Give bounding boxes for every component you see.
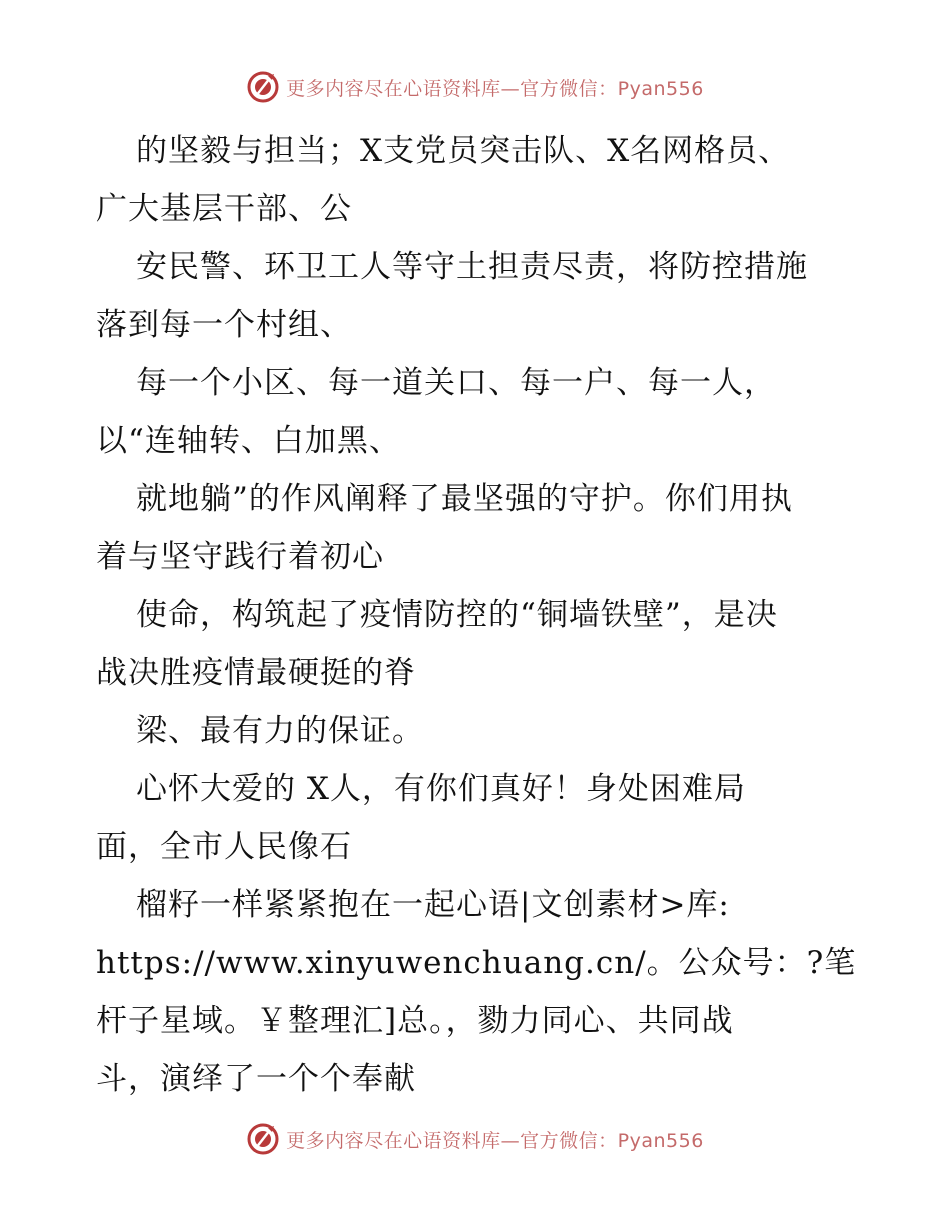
text-line: 心怀大爱的 X人，有你们真好！身处困难局: [136, 771, 746, 807]
footer-wechat-id: Pyan556: [617, 1129, 704, 1152]
text-line-url: https://www.xinyuwenchuang.cn/。公众号：?笔: [96, 945, 857, 981]
text-line: 梁、最有力的保证。: [136, 713, 424, 749]
text-line: 就地躺”的作风阐释了最坚强的守护。你们用执: [136, 481, 793, 517]
document-body: [96, 122, 856, 1108]
footer-banner-text: [286, 1126, 704, 1153]
text-line: 安民警、环卫工人等守土担责尽责，将防控措施: [136, 249, 808, 285]
header-wechat-id: Pyan556: [617, 77, 704, 100]
text-line: 落到每一个村组、: [96, 307, 352, 343]
text-line: 的坚毅与担当；X支党员突击队、X名网格员、: [136, 133, 791, 169]
text-line: 着与坚守践行着初心: [96, 539, 384, 575]
text-line: 以“连轴转、白加黑、: [96, 423, 401, 459]
footer-cn-text: 更多内容尽在心语资料库—官方微信：: [286, 1129, 618, 1152]
text-line: 面，全市人民像石: [96, 829, 352, 865]
page-header-banner: [0, 70, 950, 104]
text-line: 杆子星域。￥整理汇]总。，勠力同心、共同战: [96, 1003, 734, 1039]
text-line: 使命，构筑起了疫情防控的“铜墙铁壁”，是决: [136, 597, 778, 633]
logo-icon: [246, 1122, 280, 1156]
header-cn-text: 更多内容尽在心语资料库—官方微信：: [286, 77, 618, 100]
text-line: 每一个小区、每一道关口、每一户、每一人，: [136, 365, 776, 401]
text-line: 战决胜疫情最硬挺的脊: [96, 655, 416, 691]
page-footer-banner: [0, 1122, 950, 1156]
header-banner-text: [286, 74, 704, 101]
text-line: 斗，演绎了一个个奉献: [96, 1061, 416, 1097]
text-line: 广大基层干部、公: [96, 191, 352, 227]
text-line: 榴籽一样紧紧抱在一起心语|文创素材>库:: [136, 887, 730, 923]
logo-icon: [246, 70, 280, 104]
